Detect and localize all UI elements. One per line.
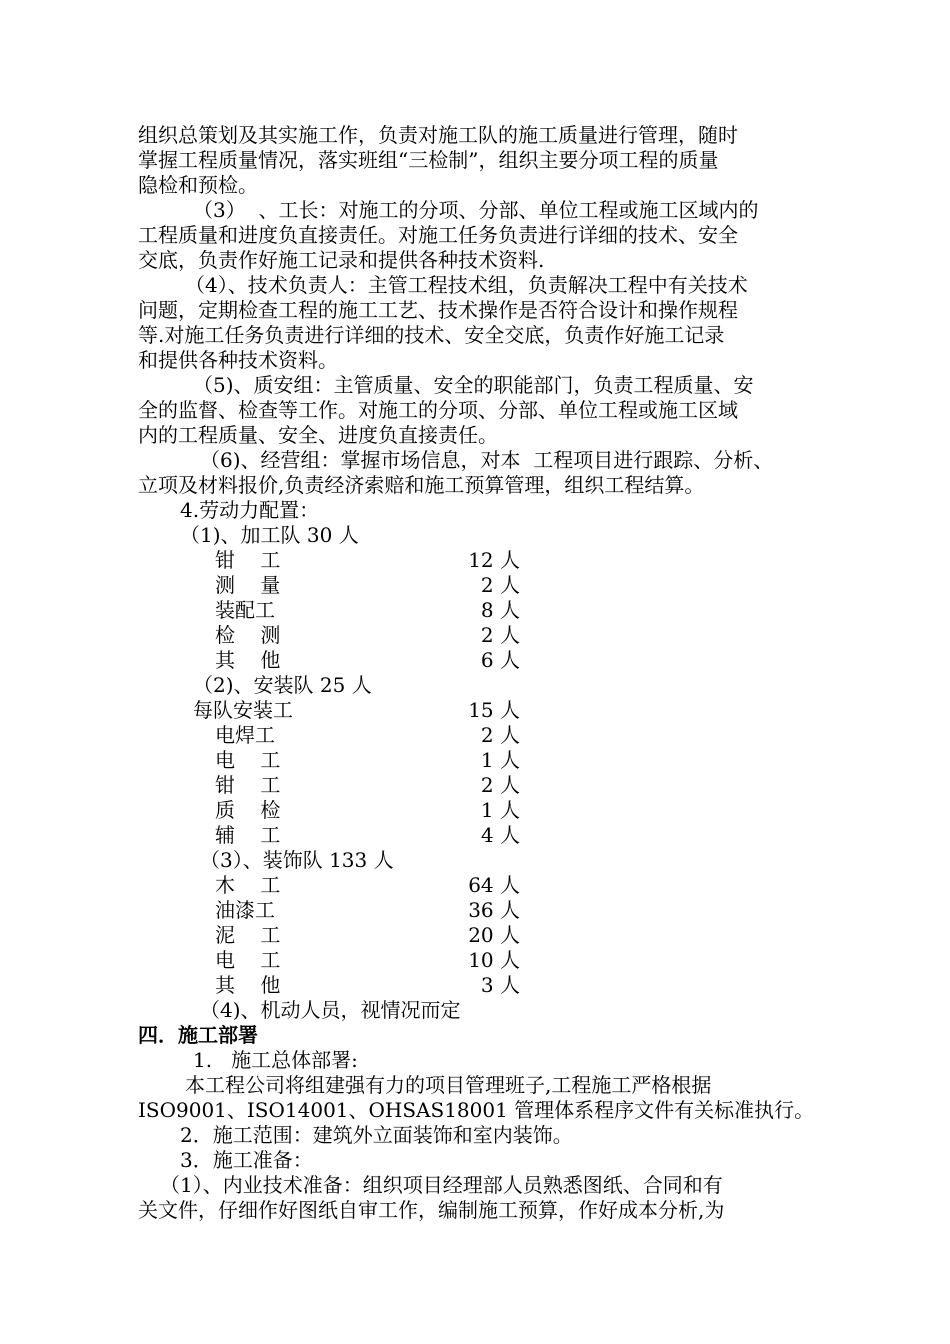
paragraph-line: 组织总策划及其实施工作，负责对施工队的施工质量进行管理，随时	[138, 123, 738, 147]
paragraph-line: 问题，定期检查工程的施工工艺、技术操作是否符合设计和操作规程	[138, 298, 738, 322]
labor-row-count: 12 人	[468, 548, 520, 572]
paragraph-line: 交底，负责作好施工记录和提供各种技术资料.	[138, 248, 545, 272]
labor-row-count: 1 人	[480, 798, 520, 822]
paragraph-line: 本工程公司将组建强有力的项目管理班子,工程施工严格根据	[185, 1073, 712, 1097]
labor-row-count: 3 人	[480, 973, 520, 997]
subsection-heading: 1. 施工总体部署:	[193, 1048, 358, 1072]
section-title: 四．施工部署	[138, 1023, 258, 1047]
labor-row-name: 测 量	[215, 573, 281, 597]
paragraph-line: 全的监督、检查等工作。对施工的分项、分部、单位工程或施工区域	[138, 398, 738, 422]
team-heading: （4)、机动人员，视情况而定	[200, 998, 461, 1022]
labor-row-count: 4 人	[480, 823, 520, 847]
labor-row-count: 2 人	[480, 773, 520, 797]
labor-row-name: 木 工	[215, 873, 281, 897]
team-heading: （2)、安装队 25 人	[193, 673, 372, 697]
paragraph-line: （5)、质安组：主管质量、安全的职能部门，负责工程质量、安	[193, 373, 754, 397]
paragraph-line: （3） 、工长：对施工的分项、分部、单位工程或施工区域内的	[193, 198, 759, 222]
labor-row-name: 泥 工	[215, 923, 281, 947]
labor-row-count: 10 人	[468, 948, 520, 972]
subsection-heading: 3．施工准备：	[180, 1148, 313, 1172]
labor-row-count: 36 人	[468, 898, 520, 922]
labor-row-count: 1 人	[480, 748, 520, 772]
team-heading: （3）、装饰队 133 人	[200, 848, 394, 872]
labor-row-name: 质 检	[215, 798, 281, 822]
paragraph-line: （6)、经营组：掌握市场信息，对本 工程项目进行跟踪、分析、	[200, 448, 774, 472]
paragraph-line: （4）、技术负责人：主管工程技术组，负责解决工程中有关技术	[185, 273, 748, 297]
labor-row-name: 装配工	[215, 598, 275, 622]
paragraph-line: 等.对施工任务负责进行详细的技术、安全交底，负责作好施工记录	[138, 323, 725, 347]
labor-row-count: 20 人	[468, 923, 520, 947]
labor-row-count: 2 人	[480, 723, 520, 747]
team-heading: （1)、加工队 30 人	[180, 523, 359, 547]
paragraph-line: （1）、内业技术准备：组织项目经理部人员熟悉图纸、合同和有	[160, 1173, 723, 1197]
labor-row-count: 15 人	[468, 698, 520, 722]
paragraph-line: 掌握工程质量情况，落实班组“三检制”，组织主要分项工程的质量	[138, 148, 719, 172]
paragraph-line: 隐检和预检。	[138, 173, 258, 197]
labor-row-name: 辅 工	[215, 823, 281, 847]
labor-row-name: 每队安装工	[193, 698, 293, 722]
paragraph-line: 关文件，仔细作好图纸自审工作，编制施工预算，作好成本分析,为	[138, 1198, 725, 1222]
labor-heading: 4.劳动力配置：	[180, 498, 320, 522]
labor-row-name: 检 测	[215, 623, 281, 647]
labor-row-name: 电 工	[215, 948, 281, 972]
paragraph-line: ISO9001、ISO14001、OHSAS18001 管理体系程序文件有关标准执行。	[138, 1098, 815, 1122]
labor-row-count: 6 人	[480, 648, 520, 672]
labor-row-name: 其 他	[215, 648, 281, 672]
labor-row-name: 电焊工	[215, 723, 275, 747]
subsection-heading: 2．施工范围：建筑外立面装饰和室内装饰。	[180, 1123, 573, 1147]
labor-row-name: 电 工	[215, 748, 281, 772]
paragraph-line: 和提供各种技术资料。	[138, 348, 338, 372]
labor-row-name: 油漆工	[215, 898, 275, 922]
paragraph-line: 内的工程质量、安全、进度负直接责任。	[138, 423, 498, 447]
paragraph-line: 工程质量和进度负直接责任。对施工任务负责进行详细的技术、安全	[138, 223, 738, 247]
labor-row-name: 钳 工	[215, 548, 281, 572]
labor-row-count: 2 人	[480, 623, 520, 647]
labor-row-count: 64 人	[468, 873, 520, 897]
labor-row-name: 钳 工	[215, 773, 281, 797]
paragraph-line: 立项及材料报价,负责经济索赔和施工预算管理，组织工程结算。	[138, 473, 705, 497]
labor-row-count: 2 人	[480, 573, 520, 597]
labor-row-count: 8 人	[480, 598, 520, 622]
labor-row-name: 其 他	[215, 973, 281, 997]
